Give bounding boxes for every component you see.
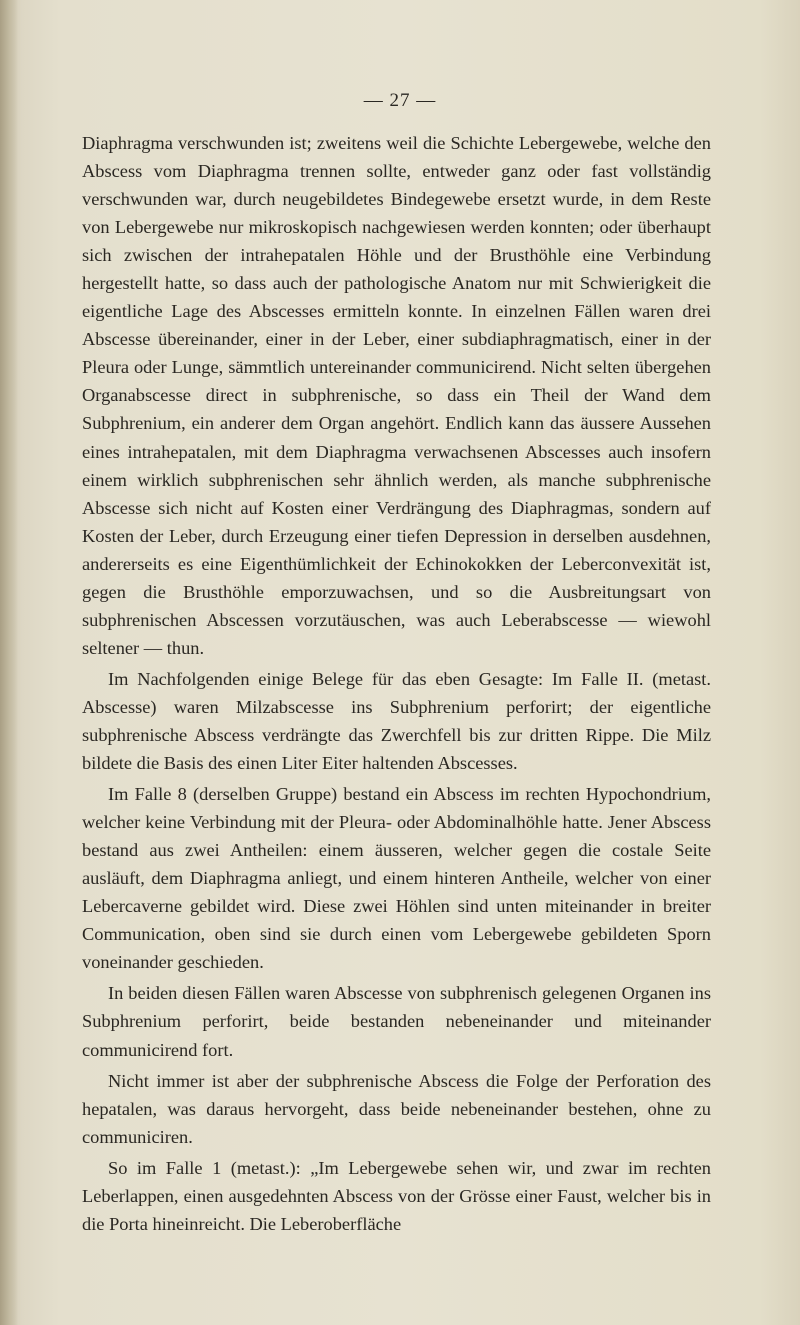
paragraph: Diaphragma verschwunden ist; zweitens weil die Schichte Lebergewebe, welche den Abscess vom Diaphragma trennen sollte, entweder ganz oder fast vollständig verschwunden war, durch neugebildetes Bindegewebe ersetzt wurde, in dem Reste von Lebergewebe nur mikroskopisch nachgewiesen werden konnten; oder überhaupt sich zwischen der intrahepatalen Höhle und der Brusthöhle eine Verbindung hergestellt hatte, so dass auch der pathologische Anatom nur mit Schwierigkeit die eigentliche Lage des Abscesses ermitteln konnte. In einzelnen Fällen waren drei Abscesse übereinander, einer in der Leber, einer subdiaphragmatisch, einer in der Pleura oder Lunge, sämmtlich untereinander communicirend. Nicht selten übergehen Organabscesse direct in subphrenische, so dass ein Theil der Wand dem Subphrenium, ein anderer dem Organ angehört. Endlich kann das äussere Aussehen eines intrahepatalen, mit dem Diaphragma verwachsenen Abscesses auch insofern einem wirklich subphrenischen sehr ähnlich werden, als manche subphrenische Abscesse sich nicht auf Kosten einer Verdrängung des Diaphragmas, sondern auf Kosten der Leber, durch Erzeugung einer tiefen Depression in derselben ausdehnen, andererseits es eine Eigenthümlichkeit der Echinokokken der Leberconvexität ist, gegen die Brusthöhle emporzuwachsen, und so die Ausbreitungsart von subphrenischen Abscessen vorzutäuschen, was auch Leberabscesse — wiewohl seltener — thun. (82, 133, 711, 658)
paragraph: In beiden diesen Fällen waren Abscesse von subphrenisch gelegenen Organen ins Subphrenium perforirt, beide bestanden nebeneinander und miteinander communicirend fort. (82, 983, 711, 1060)
body-text (82, 129, 711, 1241)
paragraph: Nicht immer ist aber der subphrenische Abscess die Folge der Perforation des hepatalen, was daraus hervorgeht, dass beide nebeneinander bestehen, ohne zu communiciren. (82, 1070, 711, 1147)
page-number: — 27 — (363, 90, 437, 111)
paragraph: So im Falle 1 (metast.): „Im Lebergewebe sehen wir, und zwar im rechten Leberlappen, einen ausgedehnten Abscess von der Grösse einer Faust, welcher bis in die Porta hineinreicht. Die Leberoberfläche (82, 1157, 711, 1234)
page-spine-shadow (0, 0, 18, 1325)
paragraph: Im Nachfolgenden einige Belege für das eben Gesagte: Im Falle II. (metast. Abscesse) waren Milzabscesse ins Subphrenium perforirt; der eigentliche subphrenische Abscess verdrängte das Zwerchfell bis zur dritten Rippe. Die Milz bildete die Basis des einen Liter Eiter haltenden Abscesses. (82, 668, 711, 774)
paragraph: Im Falle 8 (derselben Gruppe) bestand ein Abscess im rechten Hypochondrium, welcher keine Verbindung mit der Pleura- oder Abdominalhöhle hatte. Jener Abscess bestand aus zwei Antheilen: einem äusseren, welcher gegen die costale Seite ausläuft, dem Diaphragma anliegt, und einem hinteren Antheile, welcher von einer Lebercaverne gebildet wird. Diese zwei Höhlen sind unten miteinander in breiter Communication, oben sind sie durch einen vom Lebergewebe gebildeten Sporn voneinander geschieden. (82, 784, 711, 973)
